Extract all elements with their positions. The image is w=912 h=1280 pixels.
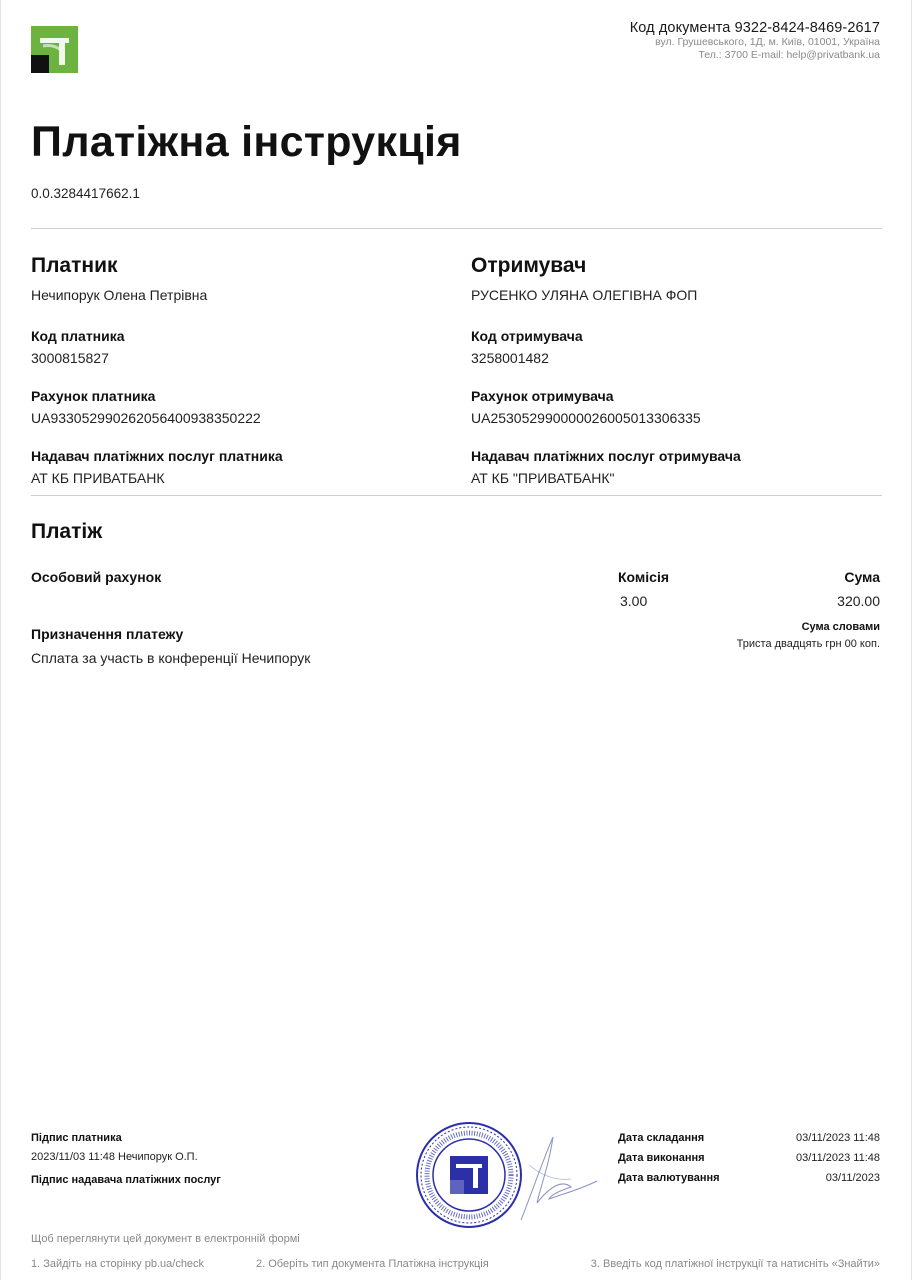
payer-sign-value: 2023/11/03 11:48 Нечипорук О.П. [31, 1151, 198, 1163]
value-date-label: Дата валютування [618, 1172, 720, 1184]
recipient-name: РУСЕНКО УЛЯНА ОЛЕГІВНА ФОП [471, 287, 698, 303]
commission-label: Комісія [618, 569, 670, 585]
handwritten-signature [511, 1125, 601, 1225]
payer-provider: АТ КБ ПРИВАТБАНК [31, 470, 165, 486]
payer-account-label: Рахунок платника [31, 388, 156, 404]
bank-stamp [414, 1120, 524, 1230]
recipient-provider-label: Надавач платіжних послуг отримувача [471, 448, 741, 464]
payer-name: Нечипорук Олена Петрівна [31, 287, 208, 303]
document-code: Код документа 9322-8424-8469-2617 [629, 20, 880, 36]
payer-account: UA933052990262056400938350222 [31, 410, 261, 426]
page-title: Платіжна інструкція [31, 118, 462, 166]
payer-code-label: Код платника [31, 328, 125, 344]
payer-provider-label: Надавач платіжних послуг платника [31, 448, 283, 464]
amount-words: Триста двадцять грн 00 коп. [736, 638, 880, 650]
document-number: 0.0.3284417662.1 [31, 186, 140, 201]
payer-code: 3000815827 [31, 350, 109, 366]
commission-value: 3.00 [620, 593, 648, 609]
recipient-code-label: Код отримувача [471, 328, 583, 344]
executed-date: 03/11/2023 11:48 [795, 1152, 880, 1164]
payer-section [31, 254, 451, 486]
recipient-section [471, 254, 891, 486]
payment-title: Платіж [31, 520, 103, 543]
divider [31, 495, 882, 496]
created-date: 03/11/2023 11:48 [795, 1132, 880, 1144]
amount-value: 320.00 [837, 593, 880, 609]
payer-title: Платник [31, 254, 118, 277]
amount-label: Сума [844, 569, 880, 585]
recipient-title: Отримувач [471, 254, 587, 277]
privatbank-logo [31, 26, 78, 73]
instruction-step-2: 2. Оберіть тип документа Платіжна інструкція [256, 1258, 489, 1270]
payer-sign-label: Підпис платника [31, 1132, 122, 1144]
purpose-label: Призначення платежу [31, 626, 184, 642]
recipient-account-label: Рахунок отримувача [471, 388, 614, 404]
instruction-step-1: 1. Зайдіть на сторінку pb.ua/check [31, 1258, 205, 1270]
provider-sign-label: Підпис надавача платіжних послуг [31, 1174, 221, 1186]
value-date: 03/11/2023 [825, 1172, 880, 1184]
recipient-code: 3258001482 [471, 350, 549, 366]
divider [31, 228, 882, 229]
instructions-intro: Щоб переглянути цей документ в електронній формі [31, 1233, 300, 1245]
amount-words-label: Сума словами [801, 621, 880, 633]
personal-account-label: Особовий рахунок [31, 569, 162, 585]
recipient-account: UA253052990000026005013306335 [471, 410, 701, 426]
executed-date-label: Дата виконання [618, 1152, 705, 1164]
document-meta [630, 20, 880, 62]
bank-address: вул. Грушевського, 1Д, м. Київ, 01001, Україна [655, 36, 880, 48]
recipient-provider: АТ КБ "ПРИВАТБАНК" [471, 470, 615, 486]
created-date-label: Дата складання [618, 1132, 705, 1144]
instruction-step-3: 3. Введіть код платіжної інструкції та натисніть «Знайти» [590, 1258, 880, 1270]
purpose-value: Сплата за участь в конференції Нечипорук [31, 650, 311, 666]
bank-contacts: Тел.: 3700 E-mail: help@privatbank.ua [698, 49, 880, 61]
